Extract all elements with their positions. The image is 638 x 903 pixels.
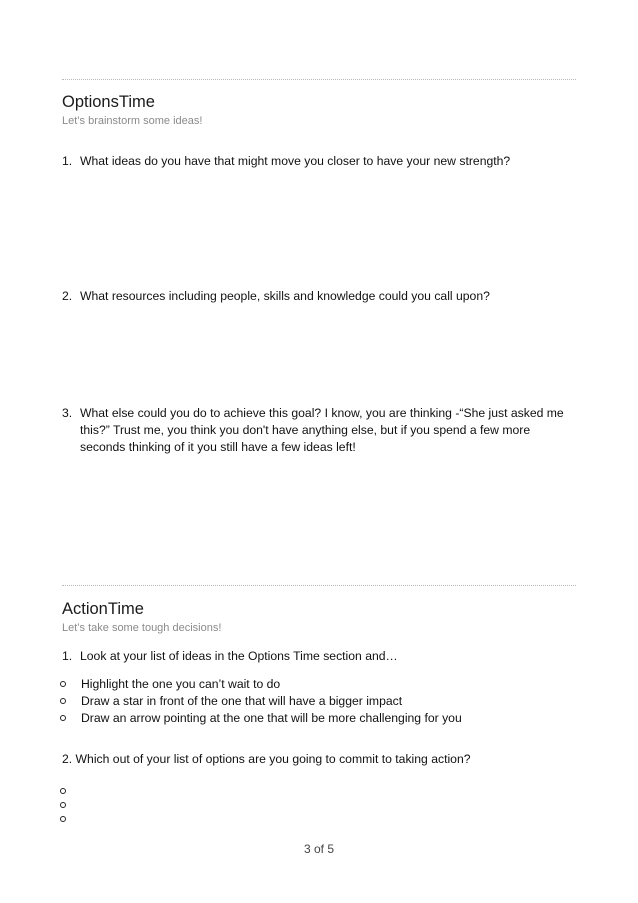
options-section-title: OptionsTime	[62, 93, 155, 111]
question-text: What else could you do to achieve this goal? I know, you are thinking -“She just asked me this?” Trust me, you think you don't have anything else, but if you spend a few more seconds thinking of it you still have a few ideas left!	[80, 406, 564, 454]
action-question-1	[62, 648, 577, 665]
action-question-2: 2. Which out of your list of options are you going to commit to taking action?	[62, 752, 471, 766]
question-number: 1.	[62, 154, 73, 168]
options-question-3	[62, 405, 577, 456]
middle-divider	[62, 585, 576, 586]
options-section-subtitle: Let’s brainstorm some ideas!	[62, 115, 203, 127]
question-number: 3.	[62, 406, 73, 420]
action-section-title: ActionTime	[62, 600, 144, 618]
top-divider	[62, 79, 576, 80]
page-number: 3 of 5	[303, 842, 335, 856]
hollow-bullet-icon	[60, 681, 66, 687]
hollow-bullet-icon	[60, 698, 66, 704]
question-number: 2.	[62, 289, 73, 303]
question-number: 1.	[62, 649, 73, 663]
question-text: What ideas do you have that might move you closer to have your new strength?	[80, 154, 511, 168]
action-section-subtitle: Let’s take some tough decisions!	[62, 622, 222, 634]
list-item-text: Draw an arrow pointing at the one that will be more challenging for you	[81, 711, 462, 725]
list-item-text: Draw a star in front of the one that will have a bigger impact	[81, 694, 403, 708]
options-question-1	[62, 153, 577, 170]
question-text: Look at your list of ideas in the Options Time section and…	[80, 649, 398, 663]
hollow-bullet-icon	[60, 816, 66, 822]
hollow-bullet-icon	[60, 715, 66, 721]
hollow-bullet-icon	[60, 788, 66, 794]
question-text: What resources including people, skills and knowledge could you call upon?	[80, 289, 490, 303]
list-item-text: Highlight the one you can’t wait to do	[81, 677, 281, 691]
options-question-2	[62, 288, 577, 305]
hollow-bullet-icon	[60, 802, 66, 808]
